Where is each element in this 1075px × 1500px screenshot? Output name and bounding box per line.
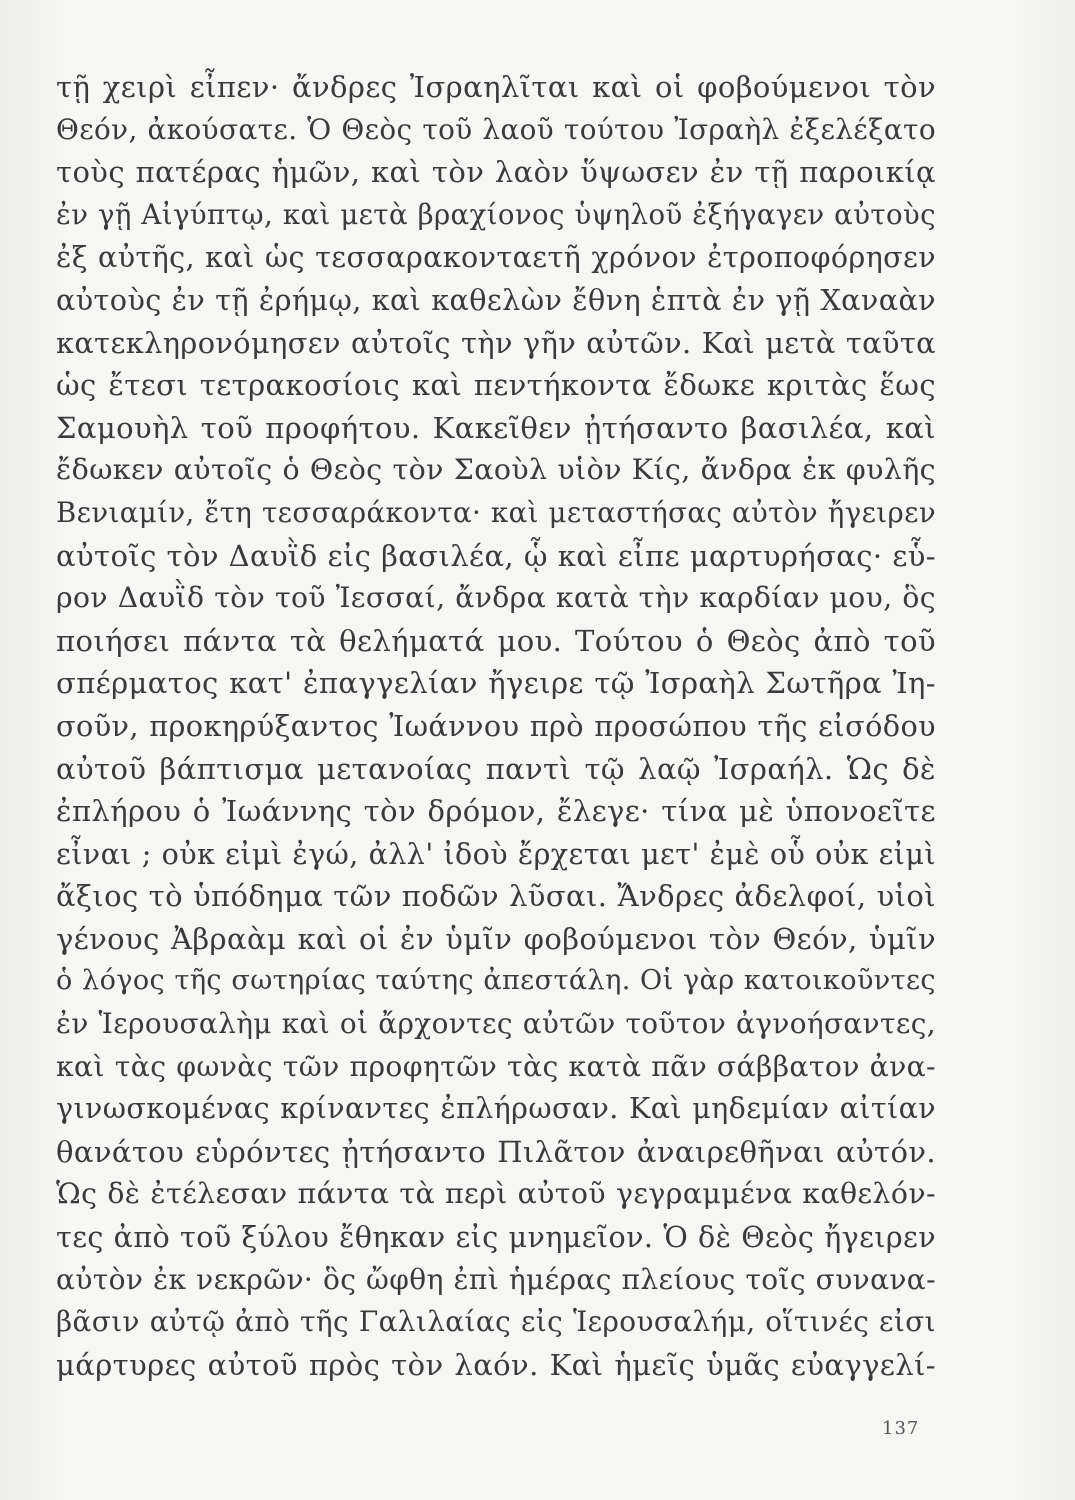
- text-line: τῇ χειρὶ εἶπεν· ἄνδρες Ἰσραηλῖται καὶ οἱ φοβούμενοι τὸν: [56, 70, 936, 104]
- text-line: Βενιαμίν, ἔτη τεσσαράκοντα· καὶ μεταστήσας αὐτὸν ἤγειρεν: [56, 495, 936, 529]
- text-line: θανάτου εὑρόντες ᾐτήσαντο Πιλᾶτον ἀναιρεθῆναι αὐτόν.: [56, 1134, 936, 1169]
- text-line: ποιήσει πάντα τὰ θελήματά μου. Τούτου ὁ Θεὸς ἀπὸ τοῦ: [56, 623, 936, 658]
- text-line: αὐτοῖς τὸν Δαυῒδ εἰς βασιλέα, ᾧ καὶ εἶπε μαρτυρήσας· εὗ-: [56, 538, 936, 573]
- text-line: κατεκληρονόμησεν αὐτοῖς τὴν γῆν αὐτῶν. Καὶ μετὰ ταῦτα: [56, 325, 936, 360]
- text-line: καὶ τὰς φωνὰς τῶν προφητῶν τὰς κατὰ πᾶν σάββατον ἀνα-: [56, 1049, 936, 1083]
- page-number: 137: [882, 1418, 920, 1439]
- body-text: [56, 66, 936, 1386]
- text-line: Ὡς δὲ ἐτέλεσαν πάντα τὰ περὶ αὐτοῦ γεγραμμένα καθελόν-: [56, 1177, 936, 1211]
- text-line: τοὺς πατέρας ἡμῶν, καὶ τὸν λαὸν ὕψωσεν ἐν τῇ παροικίᾳ: [56, 155, 936, 190]
- text-line: αὐτοῦ βάπτισμα μετανοίας παντὶ τῷ λαῷ Ἰσραήλ. Ὡς δὲ: [56, 751, 936, 786]
- text-line: ὁ λόγος τῆς σωτηρίας ταύτης ἀπεστάλη. Οἱ γὰρ κατοικοῦντες: [56, 965, 936, 997]
- text-line: ρον Δαυῒδ τὸν τοῦ Ἰεσσαί, ἄνδρα κατὰ τὴν καρδίαν μου, ὃς: [56, 581, 936, 615]
- text-line: σοῦν, προκηρύξαντος Ἰωάννου πρὸ προσώπου τῆς εἰσόδου: [56, 708, 936, 743]
- text-line: ἄξιος τὸ ὑπόδημα τῶν ποδῶν λῦσαι. Ἄνδρες ἀδελφοί, υἱοὶ: [56, 879, 936, 914]
- text-line: ἔδωκεν αὐτοῖς ὁ Θεὸς τὸν Σαοὺλ υἱὸν Κίς, ἄνδρα ἐκ φυλῆς: [56, 453, 936, 487]
- text-line: βᾶσιν αὐτῷ ἀπὸ τῆς Γαλιλαίας εἰς Ἱερουσαλήμ, οἵτινές εἰσι: [56, 1305, 936, 1339]
- text-line: ὡς ἔτεσι τετρακοσίοις καὶ πεντήκοντα ἔδωκε κριτὰς ἕως: [56, 368, 936, 403]
- text-line: μάρτυρες αὐτοῦ πρὸς τὸν λαόν. Καὶ ἡμεῖς ὑμᾶς εὐαγγελί-: [56, 1347, 936, 1382]
- text-line: αὐτὸν ἐκ νεκρῶν· ὃς ὤφθη ἐπὶ ἡμέρας πλείους τοῖς συνανα-: [56, 1262, 936, 1296]
- text-line: εἶναι ; οὐκ εἰμὶ ἐγώ, ἀλλ' ἰδοὺ ἔρχεται μετ' ἐμὲ οὗ οὐκ εἰμὶ: [56, 836, 936, 871]
- text-line: ἐξ αὐτῆς, καὶ ὡς τεσσαρακονταετῆ χρόνον ἐτροποφόρησεν: [56, 240, 936, 275]
- text-line: αὐτοὺς ἐν τῇ ἐρήμῳ, καὶ καθελὼν ἔθνη ἑπτὰ ἐν γῇ Χαναὰν: [56, 282, 936, 317]
- text-line: γινωσκομένας κρίναντες ἐπλήρωσαν. Καὶ μηδεμίαν αἰτίαν: [56, 1092, 936, 1126]
- text-line: ἐν γῇ Αἰγύπτῳ, καὶ μετὰ βραχίονος ὑψηλοῦ ἐξήγαγεν αὐτοὺς: [56, 197, 936, 231]
- text-line: ἐπλήρου ὁ Ἰωάννης τὸν δρόμον, ἔλεγε· τίνα μὲ ὑπονοεῖτε: [56, 794, 936, 829]
- text-line: τες ἀπὸ τοῦ ξύλου ἔθηκαν εἰς μνημεῖον. Ὁ δὲ Θεὸς ἤγειρεν: [56, 1220, 936, 1255]
- text-line: Θεόν, ἀκούσατε. Ὁ Θεὸς τοῦ λαοῦ τούτου Ἰσραὴλ ἐξελέξατο: [56, 112, 936, 146]
- text-line: σπέρματος κατ' ἐπαγγελίαν ἤγειρε τῷ Ἰσραὴλ Σωτῆρα Ἰη-: [56, 666, 936, 701]
- text-line: γένους Ἀβραὰμ καὶ οἱ ἐν ὑμῖν φοβούμενοι τὸν Θεόν, ὑμῖν: [56, 921, 936, 956]
- text-line: ἐν Ἱερουσαλὴμ καὶ οἱ ἄρχοντες αὐτῶν τοῦτον ἀγνοήσαντες,: [56, 1007, 936, 1041]
- text-line: Σαμουὴλ τοῦ προφήτου. Κακεῖθεν ᾐτήσαντο βασιλέα, καὶ: [56, 410, 936, 445]
